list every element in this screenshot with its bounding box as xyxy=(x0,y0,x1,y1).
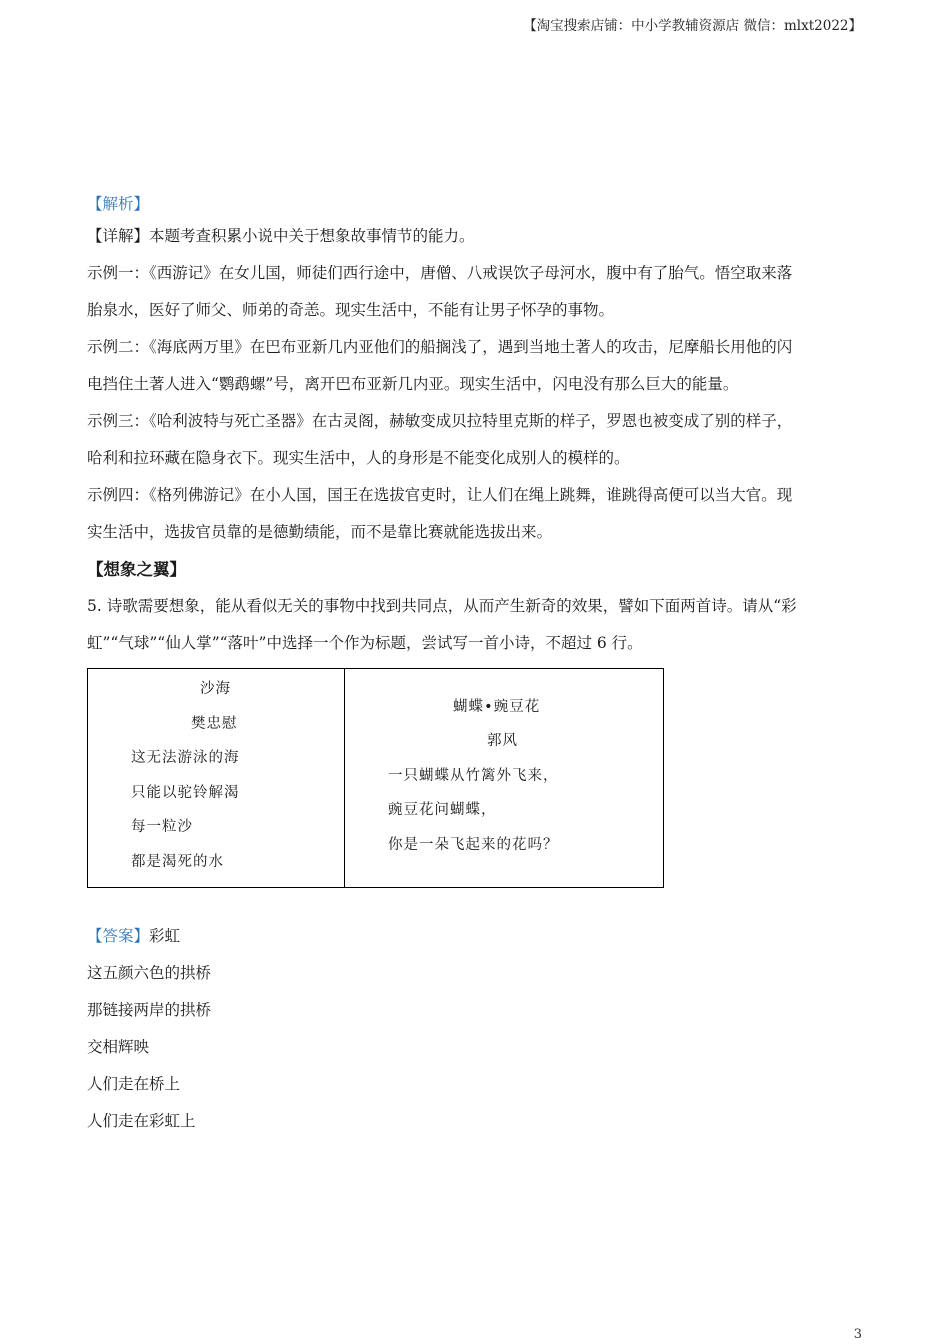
example-line: 示例四：《格列佛游记》在小人国，国王在选拔官吏时，让人们在绳上跳舞，谁跳得高便可以当大官。现 xyxy=(87,486,793,504)
poem-title: 沙海 xyxy=(200,681,231,697)
example-1 xyxy=(87,255,859,329)
example-line: 胎泉水，医好了师父、师弟的奇恙。现实生活中，不能有让男子怀孕的事物。 xyxy=(87,301,615,319)
analysis-tag: 【解析】 xyxy=(87,195,150,213)
example-line: 电挡住土著人进入“鹦鹉螺”号，离开巴布亚新几内亚。现实生活中，闪电没有那么巨大的能量。 xyxy=(87,375,739,393)
answer-line: 人们走在桥上 xyxy=(87,1075,181,1093)
poem-author: 樊忠慰 xyxy=(191,716,238,732)
poem-line: 豌豆花问蝴蝶， xyxy=(388,802,497,818)
detail-line xyxy=(87,218,859,255)
poem-left-cell xyxy=(88,669,345,887)
page-number: 3 xyxy=(853,1327,862,1342)
answer-block xyxy=(87,918,859,1140)
example-3 xyxy=(87,403,859,477)
detail-tag: 【详解】 xyxy=(87,227,150,245)
answer-line: 这五颜六色的拱桥 xyxy=(87,964,212,982)
detail-text: 本题考查积累小说中关于想象故事情节的能力。 xyxy=(149,227,475,245)
answer-line: 人们走在彩虹上 xyxy=(87,1112,196,1130)
example-line: 哈利和拉环藏在隐身衣下。现实生活中，人的身形是不能变化成别人的模样的。 xyxy=(87,449,630,467)
example-4 xyxy=(87,477,859,551)
poem-right-cell xyxy=(345,669,663,887)
poem-author: 郭风 xyxy=(487,733,518,749)
poem-line: 只能以驼铃解渴 xyxy=(131,785,240,801)
answer-title-line xyxy=(87,918,859,955)
poem-title: 蝴蝶•豌豆花 xyxy=(453,699,541,715)
poem-line: 一只蝴蝶从竹篱外飞来， xyxy=(388,768,559,784)
section-heading: 【想象之翼】 xyxy=(87,560,186,579)
poem-line: 你是一朵飞起来的花吗？ xyxy=(388,837,559,853)
document-body xyxy=(87,190,859,1140)
question-line: 虹”“气球”“仙人掌”“落叶”中选择一个作为标题，尝试写一首小诗，不超过 6 行。 xyxy=(87,634,643,652)
example-line: 示例二：《海底两万里》在巴布亚新几内亚他们的船搁浅了，遇到当地土著人的攻击，尼摩船长用他的闪 xyxy=(87,338,793,356)
example-line: 示例一：《西游记》在女儿国，师徒们西行途中，唐僧、八戒误饮子母河水，腹中有了胎气。悟空取来落 xyxy=(87,264,793,282)
answer-line: 交相辉映 xyxy=(87,1038,150,1056)
example-line: 示例三：《哈利波特与死亡圣器》在古灵阁，赫敏变成贝拉特里克斯的样子，罗恩也被变成了别的样子， xyxy=(87,412,793,430)
page-header-note: 【淘宝搜索店铺：中小学教辅资源店 微信：mlxt2022】 xyxy=(523,18,862,34)
answer-line: 那链接两岸的拱桥 xyxy=(87,1001,212,1019)
poem-line: 每一粒沙 xyxy=(131,819,193,835)
question-line: 5. 诗歌需要想象，能从看似无关的事物中找到共同点，从而产生新奇的效果，譬如下面两首诗。请从“彩 xyxy=(87,597,797,615)
answer-tag: 【答案】 xyxy=(87,927,150,945)
example-2 xyxy=(87,329,859,403)
example-line: 实生活中，选拔官员靠的是德勤绩能，而不是靠比赛就能选拔出来。 xyxy=(87,523,553,541)
answer-title: 彩虹 xyxy=(149,927,181,945)
poem-line: 都是渴死的水 xyxy=(131,854,224,870)
analysis-tag-line xyxy=(87,190,859,218)
poem-table xyxy=(87,668,664,888)
poem-line: 这无法游泳的海 xyxy=(131,750,240,766)
